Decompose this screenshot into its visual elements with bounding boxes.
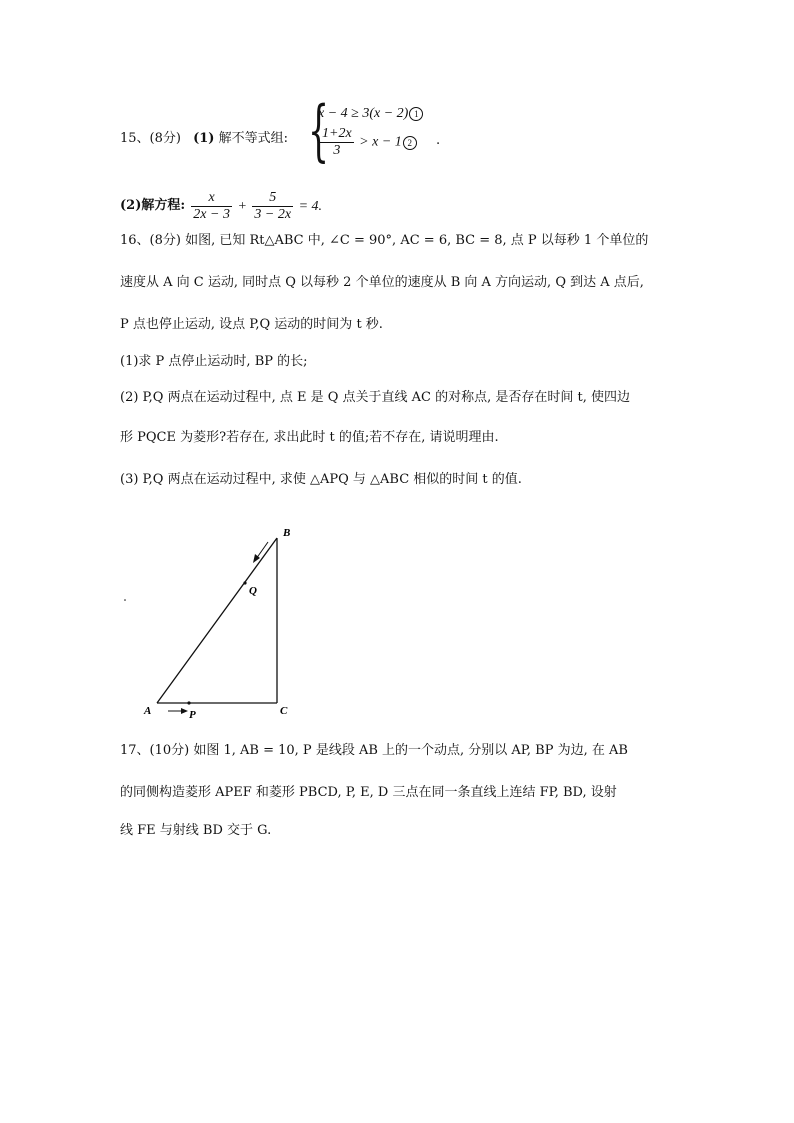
system-brace: { bbox=[308, 92, 329, 169]
label-Q: Q bbox=[249, 585, 257, 597]
q16-sub1: (1)求 P 点停止运动时, BP 的长; bbox=[120, 354, 308, 369]
q16-line1: 16、(8分) 如图, 已知 Rt△ABC 中, ∠C = 90°, AC = 6, BC = 8, 点 P 以每秒 1 个单位的 bbox=[120, 233, 649, 248]
q15-part1-label: (1) bbox=[193, 131, 215, 146]
q15-number: 15、(8分) bbox=[120, 131, 181, 146]
q16-sub3: (3) P,Q 两点在运动过程中, 求使 △APQ 与 △ABC 相似的时间 t 的值. bbox=[120, 472, 522, 487]
label-C: C bbox=[280, 705, 288, 717]
q16-line3: P 点也停止运动, 设点 P,Q 运动的时间为 t 秒. bbox=[120, 317, 383, 332]
q15-part2-label: (2)解方程: bbox=[120, 198, 186, 214]
point-Q bbox=[243, 581, 246, 584]
label-A: A bbox=[144, 705, 152, 717]
equation: $\frac{x}{2x - 3}$ + $\frac{5}{3 - 2x}$ = 4. bbox=[193, 190, 323, 222]
label-B: B bbox=[283, 527, 291, 539]
q17-line2: 的同侧构造菱形 APEF 和菱形 PBCD, P, E, D 三点在同一条直线上连结 FP, BD, 设射 bbox=[120, 785, 617, 800]
point-P bbox=[187, 701, 190, 704]
q16-sub2a: (2) P,Q 两点在运动过程中, 点 E 是 Q 点关于直线 AC 的对称点, 是否存在时间 t, 使四边 bbox=[120, 390, 631, 405]
q15-trailing-dot: . bbox=[436, 133, 441, 148]
inequality-2: $\frac{1+2x}{3}$ > x − 1 2 bbox=[318, 126, 417, 159]
q17-line3: 线 FE 与射线 BD 交于 G. bbox=[120, 823, 272, 838]
q17-line1: 17、(10分) 如图 1, AB = 10, P 是线段 AB 上的一个动点, 分别以 AP, BP 为边, 在 AB bbox=[120, 743, 628, 758]
arrow-p-head bbox=[181, 708, 188, 714]
circled-number-1: 1 bbox=[409, 107, 423, 121]
q15-part1-text: 解不等式组: bbox=[218, 131, 288, 146]
stray-dot bbox=[124, 599, 126, 601]
label-P: P bbox=[189, 709, 196, 721]
circled-number-2: 2 bbox=[403, 136, 417, 150]
q16-line2: 速度从 A 向 C 运动, 同时点 Q 以每秒 2 个单位的速度从 B 向 A 方向运动, Q 到达 A 点后, bbox=[120, 275, 644, 290]
inequality-1: x − 4 ≥ 3(x − 2) 1 bbox=[318, 106, 423, 122]
q16-sub2b: 形 PQCE 为菱形?若存在, 求出此时 t 的值;若不存在, 请说明理由. bbox=[120, 430, 499, 445]
side-AB bbox=[157, 538, 277, 703]
